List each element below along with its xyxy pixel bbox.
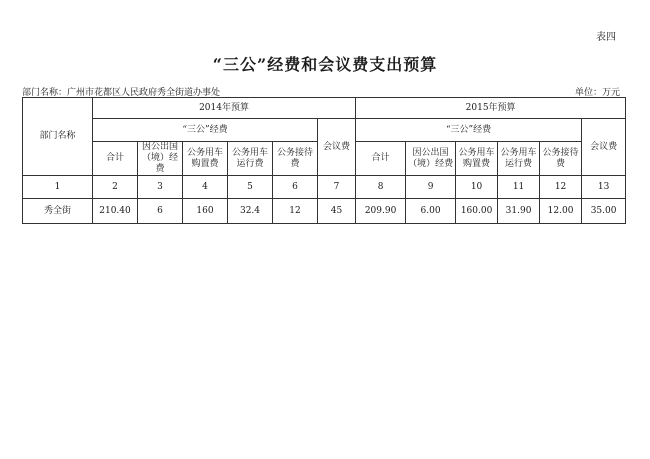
budget-table — [22, 97, 626, 224]
sheet-tag: 表四 — [596, 32, 616, 43]
department-line: 部门名称：广州市花都区人民政府秀全街道办事处 — [22, 88, 221, 98]
year-2015-header: 2015年预算 — [356, 98, 626, 119]
sangong-header-2014: “三公”经费 — [93, 119, 318, 142]
cell-2014-abroad: 6 — [138, 199, 183, 224]
row-dept-name: 秀全街 — [23, 199, 93, 224]
year-2014-header: 2014年预算 — [93, 98, 356, 119]
col-number: 4 — [183, 176, 228, 199]
sub-header-car-purchase: 公务用车购置费 — [456, 142, 498, 176]
col-number: 7 — [318, 176, 356, 199]
col-number: 2 — [93, 176, 138, 199]
cell-2014-car-operation: 32.4 — [228, 199, 273, 224]
col-number: 6 — [273, 176, 318, 199]
dept-header: 部门名称 — [23, 98, 93, 176]
cell-2014-reception: 12 — [273, 199, 318, 224]
cell-2015-total: 209.90 — [356, 199, 406, 224]
header-row-years — [23, 98, 626, 119]
unit-label: 单位：万元 — [574, 88, 620, 98]
table-row — [23, 199, 626, 224]
col-number: 13 — [582, 176, 626, 199]
sub-header-total: 合计 — [93, 142, 138, 176]
sub-header-car-purchase: 公务用车购置费 — [183, 142, 228, 176]
sub-header-total: 合计 — [356, 142, 406, 176]
col-number: 11 — [498, 176, 540, 199]
cell-2015-abroad: 6.00 — [406, 199, 456, 224]
col-number: 8 — [356, 176, 406, 199]
cell-2015-meeting: 35.00 — [582, 199, 626, 224]
col-number: 1 — [23, 176, 93, 199]
sub-header-car-operation: 公务用车运行费 — [498, 142, 540, 176]
header-row-groups — [23, 119, 626, 142]
cell-2015-reception: 12.00 — [540, 199, 582, 224]
meeting-fee-header-2015: 会议费 — [582, 119, 626, 176]
col-number: 9 — [406, 176, 456, 199]
col-number: 10 — [456, 176, 498, 199]
cell-2014-total: 210.40 — [93, 199, 138, 224]
sub-header-reception: 公务接待费 — [273, 142, 318, 176]
sub-header-reception: 公务接待费 — [540, 142, 582, 176]
col-number: 12 — [540, 176, 582, 199]
sub-header-abroad: 因公出国（境）经费 — [138, 142, 183, 176]
cell-2015-car-operation: 31.90 — [498, 199, 540, 224]
col-number: 5 — [228, 176, 273, 199]
cell-2014-car-purchase: 160 — [183, 199, 228, 224]
cell-2014-meeting: 45 — [318, 199, 356, 224]
document-title: “三公”经费和会议费支出预算 — [212, 55, 438, 74]
col-number: 3 — [138, 176, 183, 199]
cell-2015-car-purchase: 160.00 — [456, 199, 498, 224]
sub-header-abroad: 因公出国（境）经费 — [406, 142, 456, 176]
sangong-header-2015: “三公”经费 — [356, 119, 582, 142]
sub-header-car-operation: 公务用车运行费 — [228, 142, 273, 176]
meeting-fee-header-2014: 会议费 — [318, 119, 356, 176]
column-number-row — [23, 176, 626, 199]
